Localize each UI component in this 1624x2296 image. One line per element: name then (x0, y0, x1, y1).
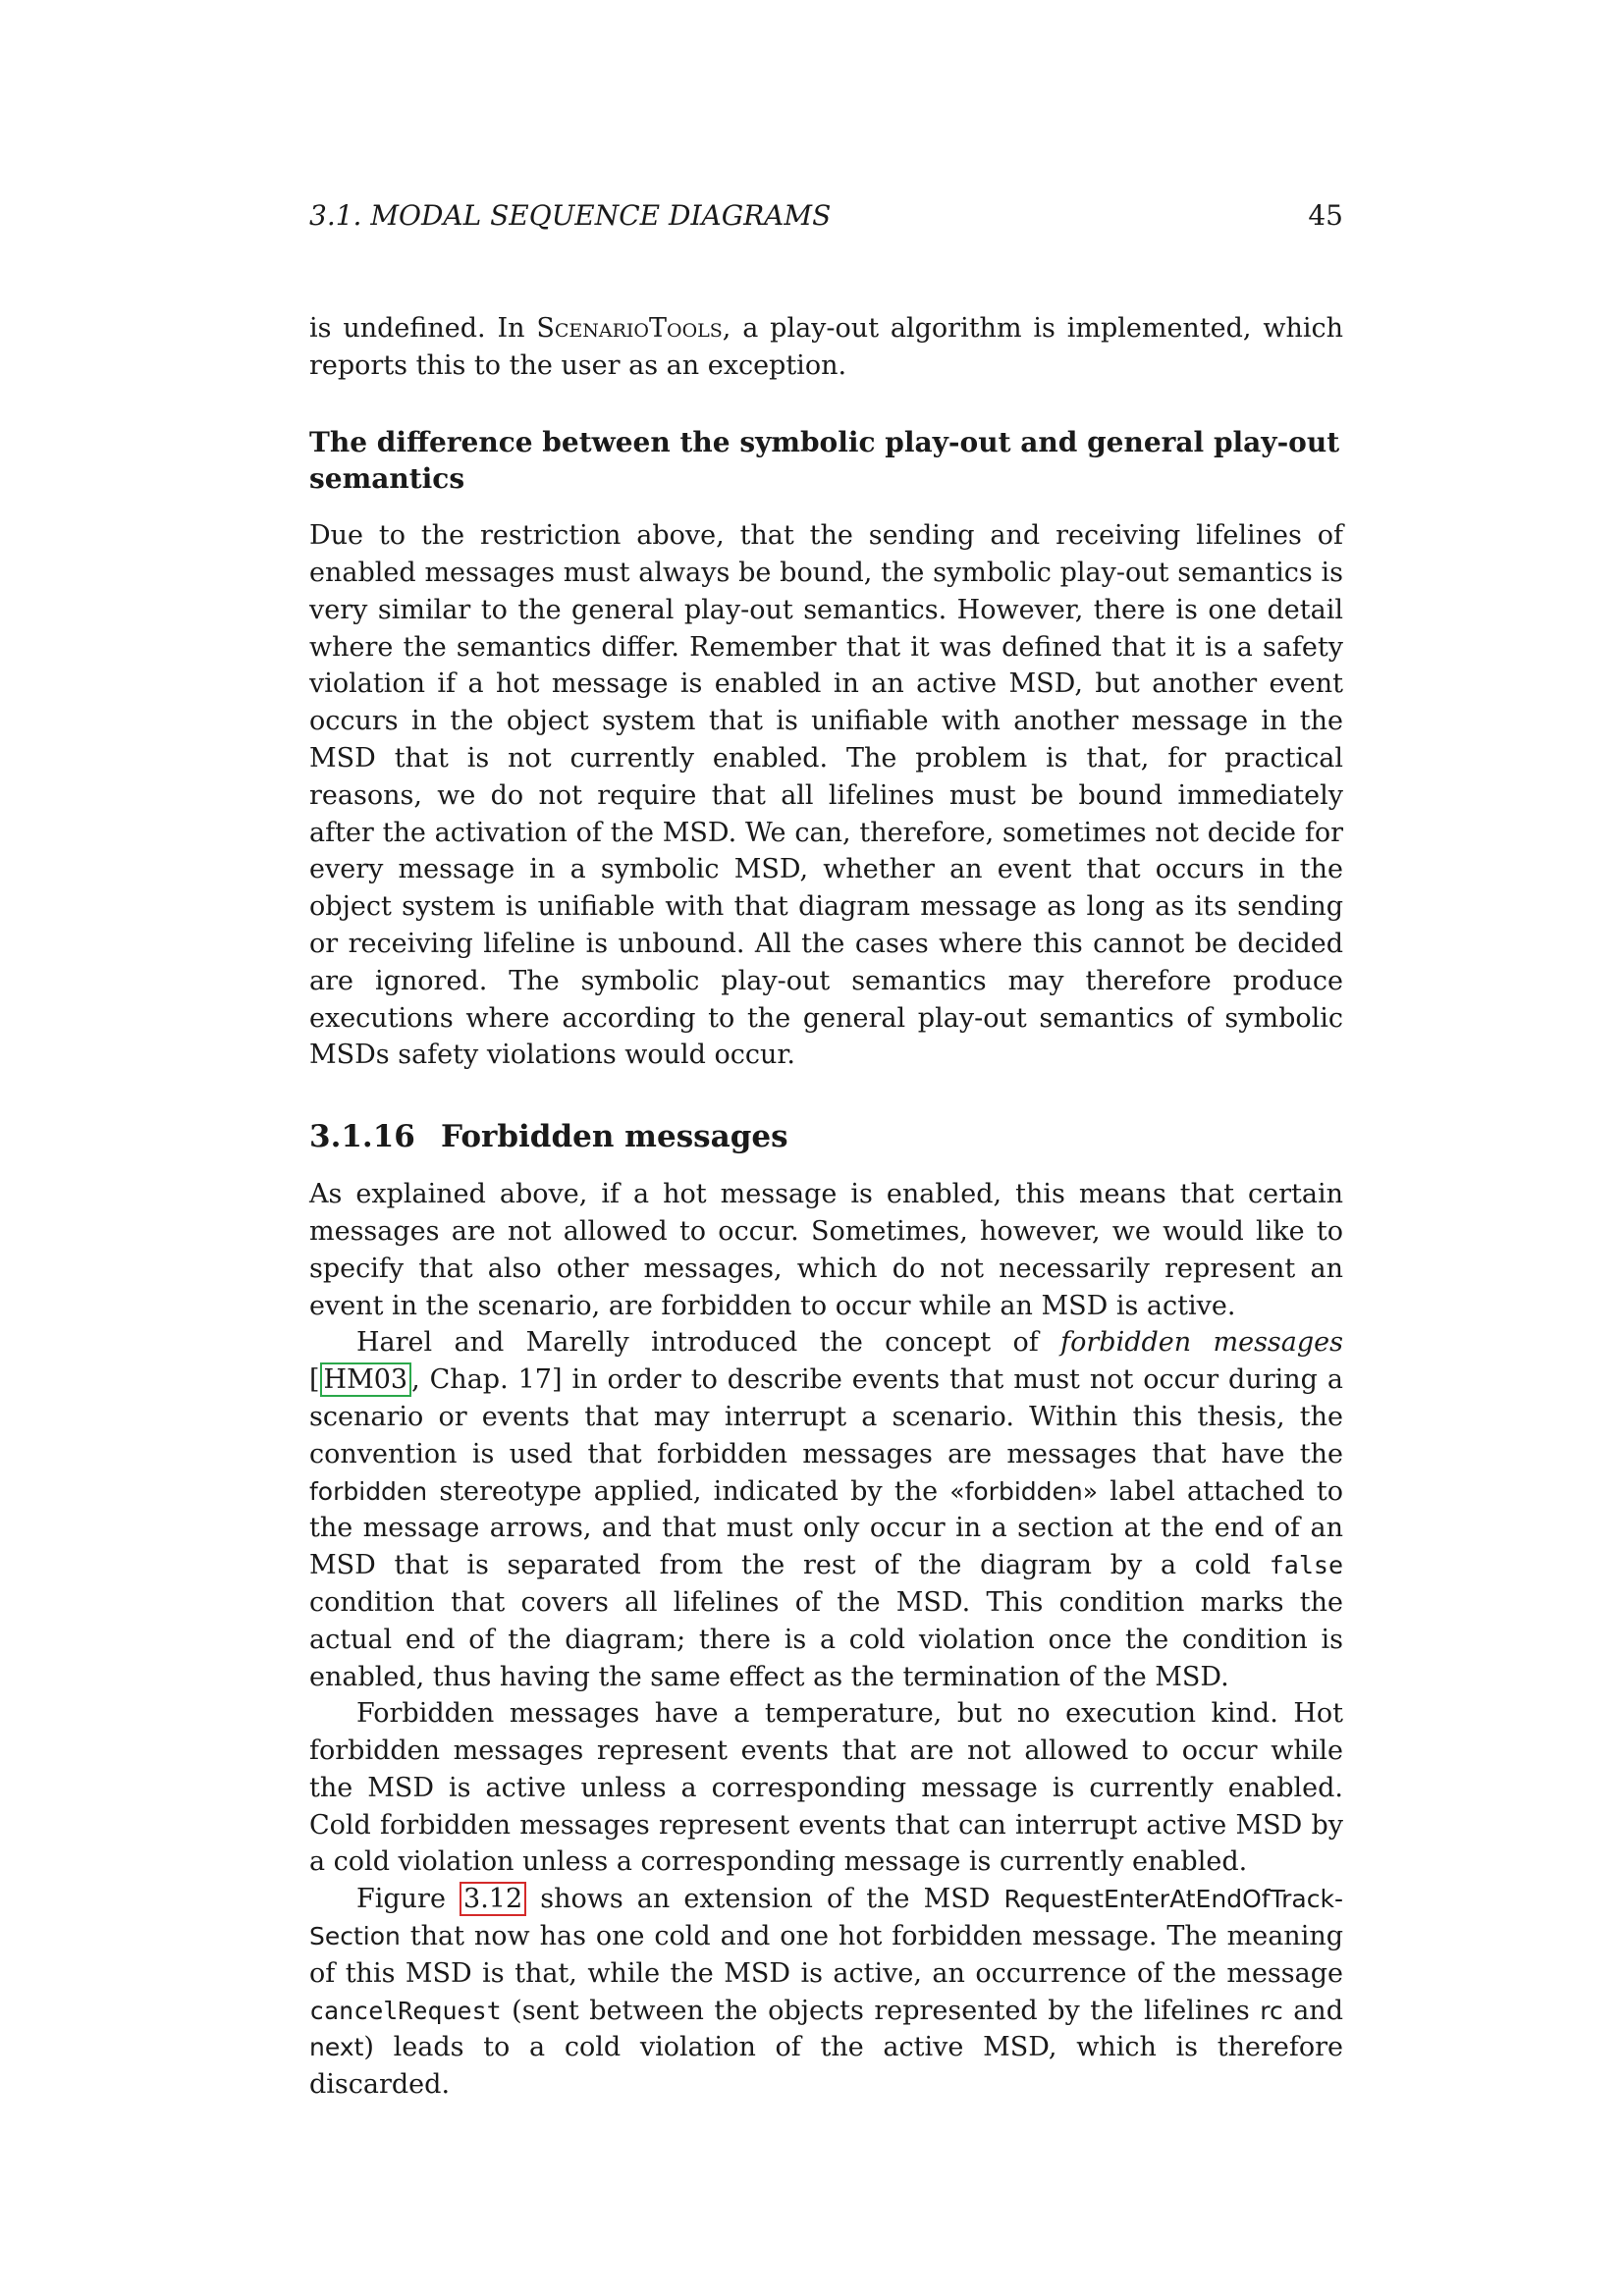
citation-link[interactable]: HM03 (320, 1362, 412, 1397)
subsection-paragraph: Due to the restriction above, that the sending and receiving lifelines of enabled messages must always be bound, the symbolic play-out semantics is very similar to the general play-out semantics. However, there is one detail where the semantics differ. Remember that it was defined that it is a safety violation if a hot message is enabled in an active MSD, but another event occurs in the object system that is unifiable with another message in the MSD that is not currently enabled. The problem is that, for practical reasons, we do not require that all lifelines must be bound immediately after the activation of the MSD. We can, therefore, sometimes not decide for every message in a symbolic MSD, whether an event that occurs in the object system is unifiable with that diagram message as long as its sending or receiving lifeline is unbound. All the cases where this cannot be decided are ignored. The symbolic play-out semantics may therefore produce executions where according to the general play-out semantics of symbolic MSDs safety violations would occur. (309, 520, 1343, 1071)
tool-name: ScenarioTools (536, 313, 723, 344)
subsection-heading: The difference between the symbolic play-out and general play-out semantics (309, 425, 1340, 496)
body-text (309, 310, 1343, 2104)
term-forbidden-messages: forbidden messages (1060, 1327, 1343, 1359)
lifeline-rc: rc (1260, 1996, 1283, 2025)
page-number: 45 (1308, 199, 1343, 232)
stereotype-label: «forbidden» (949, 1476, 1099, 1506)
figure-reference-link[interactable]: 3.12 (460, 1882, 526, 1916)
section-number: 3.1.16 (309, 1119, 415, 1155)
section-paragraph-3: Forbidden messages have a temperature, but no execution kind. Hot forbidden messages represent events that are not allowed to occur while the MSD is active unless a corresponding message is currently enabled. Cold forbidden messages represent events that can interrupt active MSD by a cold violation unless a corresponding message is currently enabled. (309, 1698, 1343, 1878)
lifeline-next: next (309, 2033, 364, 2062)
code-cancel-request: cancelRequest (309, 1996, 502, 2025)
section-paragraph-1: As explained above, if a hot message is enabled, this means that certain messages are not allowed to occur. Sometimes, however, we would like to specify that also other messages, which do not necessarily represent an event in the scenario, are forbidden to occur while an MSD is active. (309, 1179, 1343, 1321)
stereotype-name: forbidden (309, 1476, 428, 1506)
section-heading (309, 1117, 1343, 1156)
running-header (309, 194, 1343, 238)
code-false: false (1269, 1551, 1343, 1580)
intro-paragraph: is undefined. In ScenarioTools, a play-out algorithm is implemented, which reports this to the user as an exception. (309, 313, 1344, 381)
section-paragraph-4: Figure 3.12 shows an extension of the MSD RequestEnterAtEndOfTrackSection that now has one cold and one hot forbidden message. The meaning of this MSD is that, while the MSD is active, an occurrence of the message cancelRequest (sent between the objects represented by the lifelines rc and next) leads to a cold violation of the active MSD, which is therefore discarded. (309, 1884, 1343, 2101)
section-title: Forbidden messages (441, 1119, 788, 1155)
msd-name: RequestEnterAtEndOfTrackSection (309, 1885, 1343, 1951)
section-paragraph-2: Harel and Marelly introduced the concept of forbidden messages [ HM03 , Chap. 17] in order to describe events that must not occur during a scenario or events that may interrupt a scenario. Within this thesis, the convention is used that forbidden messages are messages that have the forbidden stereotype applied, indicated by the «forbidden» label attached to the message arrows, and that must only occur in a section at the end of an MSD that is separated from the rest of the diagram by a cold false condition that covers all lifelines of the MSD. This condition marks the actual end of the diagram; there is a cold violation once the condition is enabled, thus having the same effect as the termination of the MSD. (309, 1327, 1343, 1692)
chapter-title: 3.1. MODAL SEQUENCE DIAGRAMS (309, 199, 832, 232)
